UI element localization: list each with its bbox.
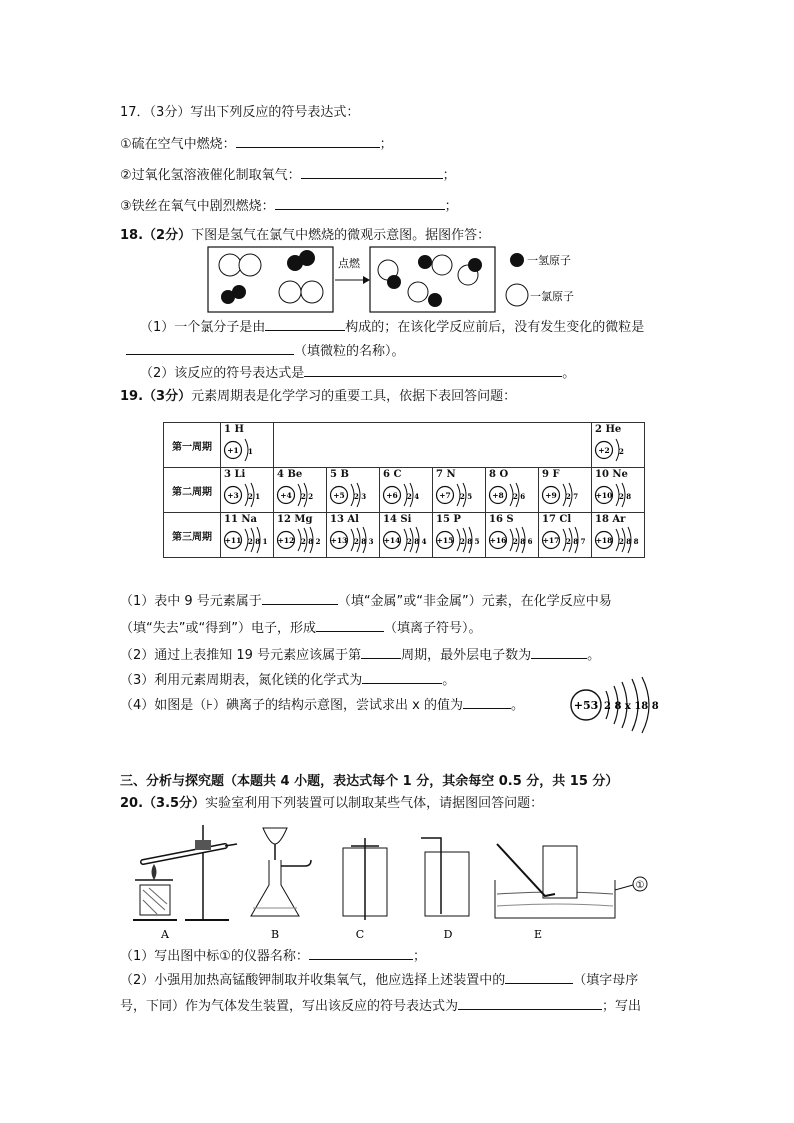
q19-sub1-d: （填离子符号）。 bbox=[383, 621, 482, 636]
q17-item-3-text: ③铁丝在氧气中剧烈燃烧： bbox=[120, 199, 275, 214]
element-cell-ne bbox=[592, 468, 645, 513]
q19-sub2-a: （2）通过上表推知 19 号元素应该属于第 bbox=[120, 648, 362, 663]
atom-structure-diagram bbox=[433, 524, 485, 556]
element-symbol: 7 N bbox=[436, 469, 456, 480]
q18-title bbox=[120, 227, 490, 245]
answer-blank[interactable] bbox=[265, 318, 345, 331]
q17-item-3 bbox=[120, 197, 458, 216]
q20-sub2-c: 号，下同）作为气体发生装置，写出该反应的符号表达式为 bbox=[120, 999, 459, 1014]
element-cell-p bbox=[433, 513, 486, 558]
q18-sub1-line1 bbox=[140, 318, 644, 337]
nucleus-charge: +13 bbox=[330, 536, 348, 545]
apparatus-d bbox=[421, 838, 469, 916]
atom-structure-diagram bbox=[592, 434, 644, 466]
atom-structure-diagram bbox=[539, 479, 591, 511]
q17-item-1-text: ①硫在空气中燃烧： bbox=[120, 137, 236, 152]
apparatus-e bbox=[495, 844, 647, 918]
q20-apparatus-diagram bbox=[125, 820, 665, 945]
q19-sub4-text: （4）如图是（⊦）碘离子的结构示意图，尝试求出 x 的值为 bbox=[120, 698, 463, 713]
answer-blank[interactable] bbox=[301, 166, 443, 179]
periodic-table bbox=[163, 422, 645, 558]
shell-electrons: 1 bbox=[248, 447, 253, 456]
q19-sub3 bbox=[120, 671, 455, 690]
q17-item-2-end: ； bbox=[442, 168, 456, 183]
answer-blank[interactable] bbox=[361, 646, 401, 659]
section3-title: 三、分析与探究题（本题共 4 小题，表达式每个 1 分，其余每空 0.5 分，共 15 分） bbox=[120, 774, 619, 789]
element-symbol: 6 C bbox=[383, 469, 402, 480]
q20-sub2-line2 bbox=[120, 997, 641, 1016]
label-c: C bbox=[355, 928, 365, 941]
label-b: B bbox=[270, 928, 280, 941]
atom-structure-diagram bbox=[380, 479, 432, 511]
q20-title bbox=[120, 795, 543, 813]
answer-blank[interactable] bbox=[262, 592, 338, 605]
period-label-1: 第一周期 bbox=[164, 423, 221, 468]
nucleus-charge: +8 bbox=[492, 491, 504, 500]
element-cell-o bbox=[486, 468, 539, 513]
answer-blank[interactable] bbox=[362, 671, 442, 684]
nucleus-charge: +7 bbox=[439, 491, 451, 500]
iodine-ion-diagram bbox=[566, 676, 666, 736]
nucleus-charge: +1 bbox=[227, 446, 239, 455]
q19-sub1-line1 bbox=[120, 592, 612, 611]
q20-number: 20.（3.5分） bbox=[120, 796, 206, 811]
nucleus-charge: +6 bbox=[386, 491, 398, 500]
q17-item-1 bbox=[120, 135, 393, 154]
shell-electrons: 2 8 7 bbox=[566, 537, 586, 546]
element-symbol: 17 Cl bbox=[542, 514, 572, 525]
element-symbol: 1 H bbox=[224, 424, 244, 435]
q20-sub2-a: （2）小强用加热高锰酸钾制取并收集氧气，他应选择上述装置中的 bbox=[120, 973, 506, 988]
q18-sub1-c: （填微粒的名称）。 bbox=[294, 344, 405, 359]
element-cell-s bbox=[486, 513, 539, 558]
atom-structure-diagram bbox=[221, 479, 273, 511]
atom-structure-diagram bbox=[274, 524, 326, 556]
q19-title bbox=[120, 388, 516, 406]
q18-micro-diagram bbox=[205, 245, 590, 315]
label-a: A bbox=[161, 928, 169, 941]
q20-text: 实验室利用下列装置可以制取某些气体，请据图回答问题： bbox=[205, 796, 544, 811]
q19-sub2-b: 周期，最外层电子数为 bbox=[401, 648, 532, 663]
atom-structure-diagram bbox=[592, 524, 644, 556]
q19-sub3-text: （3）利用元素周期表，氮化镁的化学式为 bbox=[120, 673, 363, 688]
atom-structure-diagram bbox=[221, 524, 273, 556]
q18-text: 下图是氢气在氯气中燃烧的微观示意图。据图作答： bbox=[191, 228, 491, 243]
element-symbol: 5 B bbox=[330, 469, 349, 480]
apparatus-c bbox=[343, 838, 387, 920]
period-label-3: 第三周期 bbox=[164, 513, 221, 558]
shell-electrons: 2 8 2 bbox=[301, 537, 321, 546]
element-cell-f bbox=[539, 468, 592, 513]
nucleus-charge: +11 bbox=[224, 536, 242, 545]
q19-sub4 bbox=[120, 696, 524, 715]
q18-sub2-text: （2）该反应的符号表达式是 bbox=[140, 366, 305, 381]
q19-text: 元素周期表是化学学习的重要工具，依据下表回答问题： bbox=[191, 389, 517, 404]
shell-electrons: 2 5 bbox=[460, 492, 473, 501]
period-label-2: 第二周期 bbox=[164, 468, 221, 513]
iodine-nucleus: +53 bbox=[573, 699, 599, 712]
element-symbol: 12 Mg bbox=[277, 514, 313, 525]
element-cell-ar bbox=[592, 513, 645, 558]
q19-number: 19.（3分） bbox=[120, 389, 192, 404]
atom-structure-diagram bbox=[539, 524, 591, 556]
element-symbol: 2 He bbox=[595, 424, 622, 435]
q18-sub2 bbox=[140, 364, 575, 383]
q18-arrow-label: 点燃 bbox=[338, 257, 360, 270]
nucleus-charge: +17 bbox=[542, 536, 560, 545]
table-gap bbox=[274, 423, 592, 468]
q18-legend-h: 一氢原子 bbox=[527, 254, 571, 267]
shell-electrons: 2 8 3 bbox=[354, 537, 374, 546]
q20-sub1 bbox=[120, 947, 426, 966]
nucleus-charge: +14 bbox=[383, 536, 401, 545]
answer-blank[interactable] bbox=[505, 971, 573, 984]
nucleus-charge: +12 bbox=[277, 536, 295, 545]
shell-electrons: 2 1 bbox=[248, 492, 261, 501]
q17-title: 17．（3分）写出下列反应的符号表达式： bbox=[120, 105, 360, 120]
apparatus-b bbox=[251, 828, 311, 916]
q18-sub1-b: 构成的；在该化学反应前后，没有发生变化的微粒是 bbox=[345, 320, 645, 335]
element-symbol: 18 Ar bbox=[595, 514, 626, 525]
q20-sub1-text: （1）写出图中标①的仪器名称： bbox=[120, 949, 309, 964]
atom-structure-diagram bbox=[380, 524, 432, 556]
atom-structure-diagram bbox=[486, 479, 538, 511]
element-symbol: 8 O bbox=[489, 469, 509, 480]
element-cell-li bbox=[221, 468, 274, 513]
q19-sub2-end: 。 bbox=[587, 648, 601, 663]
element-cell-na bbox=[221, 513, 274, 558]
shell-electrons: 2 8 4 bbox=[407, 537, 427, 546]
element-symbol: 9 F bbox=[542, 469, 560, 480]
nucleus-charge: +9 bbox=[545, 491, 557, 500]
nucleus-charge: +4 bbox=[280, 491, 292, 500]
element-cell-h bbox=[221, 423, 274, 468]
answer-blank[interactable] bbox=[309, 947, 413, 960]
element-cell-n bbox=[433, 468, 486, 513]
atom-structure-diagram bbox=[592, 479, 644, 511]
label-d: D bbox=[443, 928, 453, 941]
q19-sub1-line2 bbox=[120, 619, 481, 638]
q19-sub4-end: 。 bbox=[511, 698, 525, 713]
answer-blank[interactable] bbox=[458, 997, 602, 1010]
shell-electrons: 2 8 1 bbox=[248, 537, 268, 546]
q18-sub2-end: 。 bbox=[562, 366, 576, 381]
element-cell-cl bbox=[539, 513, 592, 558]
q20-sub2-line1 bbox=[120, 971, 638, 990]
nucleus-charge: +10 bbox=[595, 491, 613, 500]
element-symbol: 15 P bbox=[436, 514, 461, 525]
atom-structure-diagram bbox=[327, 479, 379, 511]
q19-sub2 bbox=[120, 646, 600, 665]
q17-item-3-end: ； bbox=[444, 199, 458, 214]
atom-structure-diagram bbox=[274, 479, 326, 511]
shell-electrons: 2 6 bbox=[513, 492, 526, 501]
answer-blank[interactable] bbox=[531, 646, 587, 659]
element-cell-be bbox=[274, 468, 327, 513]
shell-electrons: 2 bbox=[619, 447, 624, 456]
q17-item-2-text: ②过氧化氢溶液催化制取氧气： bbox=[120, 168, 301, 183]
q19-sub1-b: （填“金属”或“非金属”）元素，在化学反应中易 bbox=[337, 594, 612, 609]
shell-electrons: 2 8 bbox=[619, 492, 632, 501]
element-cell-c bbox=[380, 468, 433, 513]
q17-item-2 bbox=[120, 166, 456, 185]
answer-blank[interactable] bbox=[126, 342, 294, 355]
q19-sub1-a: （1）表中 9 号元素属于 bbox=[120, 594, 262, 609]
atom-structure-diagram bbox=[221, 434, 273, 466]
q19-sub1-c: （填“失去”或“得到”）电子，形成 bbox=[120, 621, 316, 636]
marker-1: ① bbox=[635, 880, 645, 891]
element-symbol: 10 Ne bbox=[595, 469, 628, 480]
shell-electrons: 2 4 bbox=[407, 492, 420, 501]
nucleus-charge: +3 bbox=[227, 491, 239, 500]
shell-electrons: 2 3 bbox=[354, 492, 367, 501]
q20-sub2-b: （填字母序 bbox=[573, 973, 639, 988]
nucleus-charge: +2 bbox=[598, 446, 610, 455]
nucleus-charge: +18 bbox=[595, 536, 613, 545]
nucleus-charge: +5 bbox=[333, 491, 345, 500]
shell-electrons: 2 8 6 bbox=[513, 537, 533, 546]
answer-blank[interactable] bbox=[463, 696, 511, 709]
q17-item-1-end: ； bbox=[379, 137, 393, 152]
answer-blank[interactable] bbox=[304, 364, 562, 377]
atom-structure-diagram bbox=[327, 524, 379, 556]
q18-number: 18.（2分） bbox=[120, 228, 192, 243]
q20-sub1-end: ； bbox=[412, 949, 426, 964]
element-cell-al bbox=[327, 513, 380, 558]
element-cell-he bbox=[592, 423, 645, 468]
q20-sub2-d: ；写出 bbox=[602, 999, 642, 1014]
shell-electrons: 2 8 8 bbox=[619, 537, 639, 546]
label-e: E bbox=[533, 928, 543, 941]
q18-sub1-a: （1）一个氯分子是由 bbox=[140, 320, 266, 335]
answer-blank[interactable] bbox=[275, 197, 445, 210]
element-symbol: 3 Li bbox=[224, 469, 246, 480]
element-symbol: 16 S bbox=[489, 514, 514, 525]
apparatus-a bbox=[133, 825, 237, 920]
atom-structure-diagram bbox=[433, 479, 485, 511]
atom-structure-diagram bbox=[486, 524, 538, 556]
element-cell-si bbox=[380, 513, 433, 558]
q19-sub3-end: 。 bbox=[442, 673, 456, 688]
q18-legend-cl: 一氯原子 bbox=[530, 290, 574, 303]
iodine-shells: 2 8 x 18 8 bbox=[604, 701, 659, 712]
shell-electrons: 2 7 bbox=[566, 492, 579, 501]
answer-blank[interactable] bbox=[236, 135, 380, 148]
element-cell-mg bbox=[274, 513, 327, 558]
q18-sub1-line2 bbox=[126, 342, 405, 361]
answer-blank[interactable] bbox=[316, 619, 384, 632]
nucleus-charge: +15 bbox=[436, 536, 454, 545]
nucleus-charge: +16 bbox=[489, 536, 507, 545]
element-symbol: 14 Si bbox=[383, 514, 412, 525]
element-symbol: 11 Na bbox=[224, 514, 258, 525]
element-symbol: 4 Be bbox=[277, 469, 303, 480]
element-symbol: 13 Al bbox=[330, 514, 359, 525]
shell-electrons: 2 8 5 bbox=[460, 537, 480, 546]
element-cell-b bbox=[327, 468, 380, 513]
shell-electrons: 2 2 bbox=[301, 492, 314, 501]
